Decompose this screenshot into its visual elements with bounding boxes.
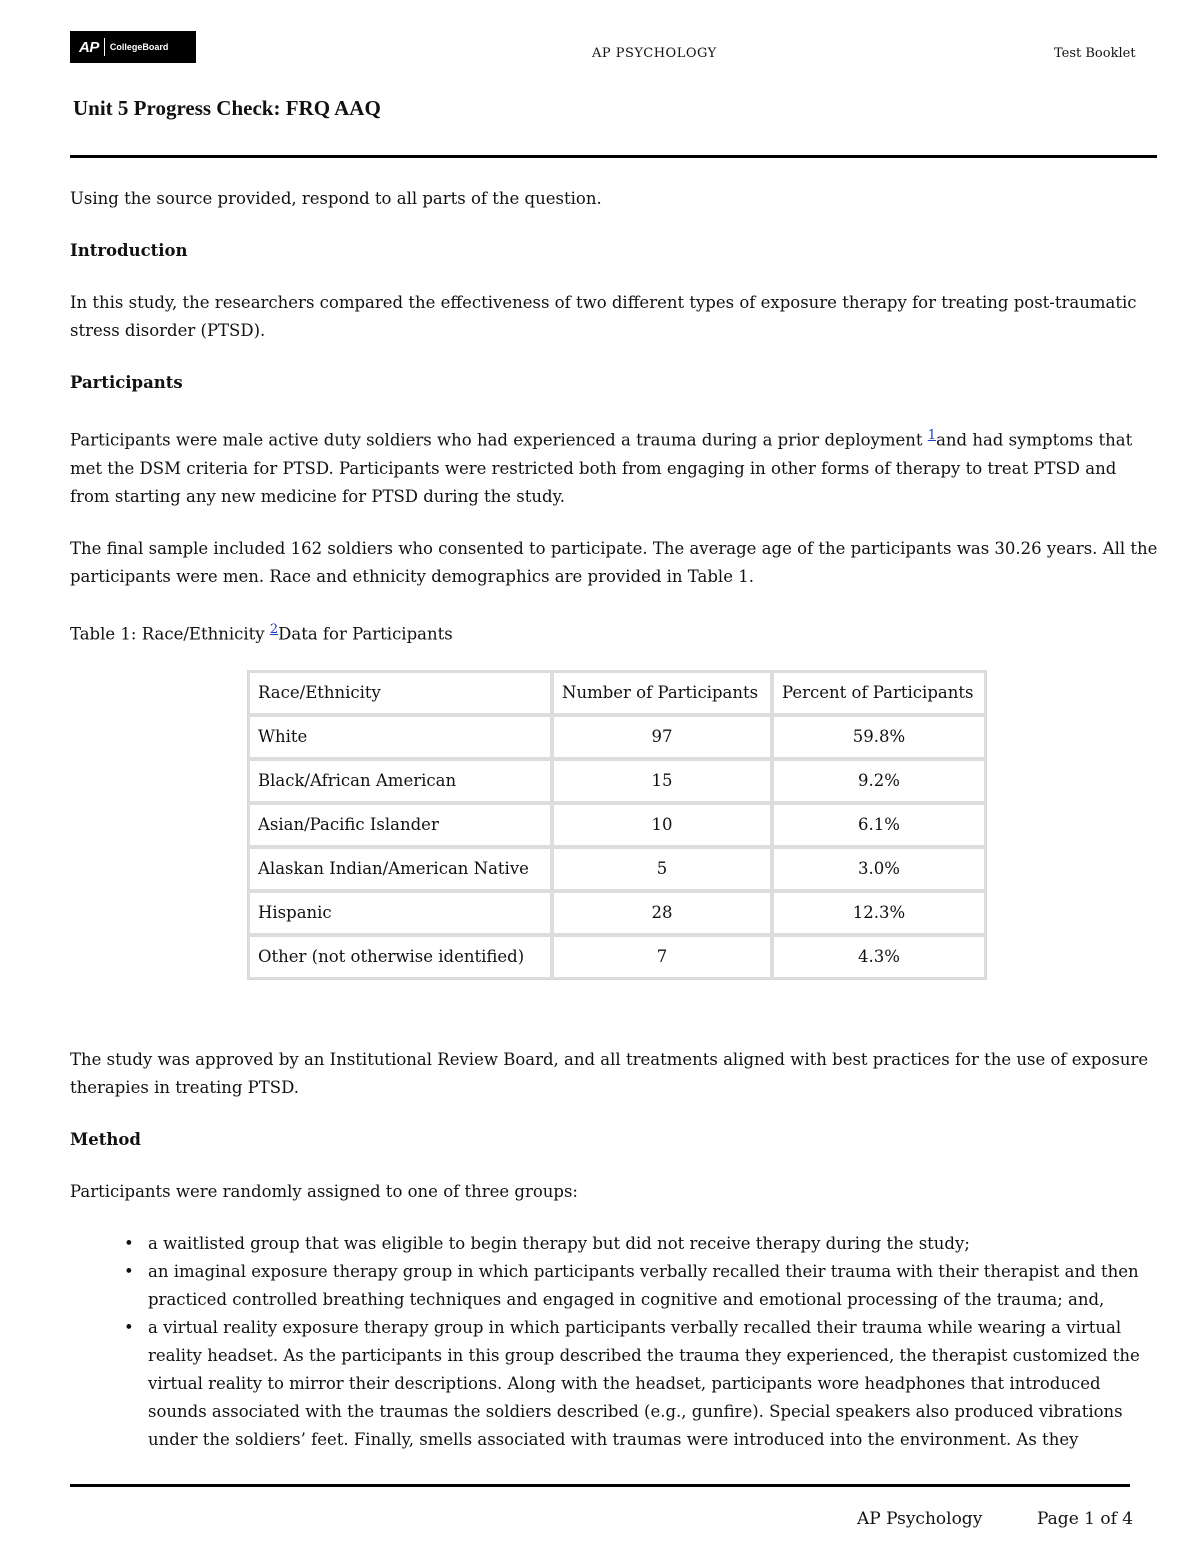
table-cell: 3.0%	[772, 847, 986, 891]
table-cell: 15	[552, 759, 772, 803]
table-caption-after: Data for Participants	[278, 624, 453, 643]
table-row	[248, 891, 986, 935]
table-cell: Other (not otherwise identified)	[248, 935, 552, 979]
table-row	[248, 935, 986, 979]
introduction-heading: Introduction	[70, 241, 188, 260]
table-cell: 59.8%	[772, 715, 986, 759]
table-cell: Asian/Pacific Islander	[248, 803, 552, 847]
participants-heading: Participants	[70, 373, 183, 392]
table-row	[248, 759, 986, 803]
table-cell: 12.3%	[772, 891, 986, 935]
ap-collegeboard-logo	[70, 31, 196, 63]
list-item: • an imaginal exposure therapy group in which participants verbally recalled their trauma with their therapist and then practiced controlled breathing techniques and engaged in cognitive and emotional processing of the trauma; and,	[148, 1258, 1160, 1314]
participants-p1-before: Participants were male active duty soldiers who had experienced a trauma during a prior deployment	[70, 430, 928, 450]
table-cell: White	[248, 715, 552, 759]
table-row	[248, 715, 986, 759]
table-cell: 9.2%	[772, 759, 986, 803]
instructions-text: Using the source provided, respond to all parts of the question.	[70, 189, 602, 208]
footer-subject: AP Psychology	[857, 1509, 983, 1529]
table-caption-before: Table 1: Race/Ethnicity	[70, 624, 270, 643]
logo-org-text: CollegeBoard	[109, 42, 169, 52]
demographics-table	[247, 670, 987, 980]
group-list	[70, 1230, 1160, 1454]
table-caption	[70, 615, 1160, 649]
table-header-cell: Number of Participants	[552, 671, 772, 715]
table-header-row	[248, 671, 986, 715]
approval-text: The study was approved by an Institutional Review Board, and all treatments aligned with best practices for the use of exposure therapies in treating PTSD.	[70, 1050, 1149, 1097]
page-number: Page 1 of 4	[1037, 1509, 1134, 1529]
table-cell: 6.1%	[772, 803, 986, 847]
table-cell: Alaskan Indian/American Native	[248, 847, 552, 891]
table-spacer	[70, 980, 1160, 1046]
page-title: Unit 5 Progress Check: FRQ AAQ	[73, 96, 381, 120]
method-heading: Method	[70, 1130, 141, 1149]
introduction-text: In this study, the researchers compared the effectiveness of two different types of exposure therapy for treating post-traumatic stress disorder (PTSD).	[70, 293, 1137, 340]
footer-divider	[70, 1484, 1130, 1487]
table-cell: 7	[552, 935, 772, 979]
participants-paragraph-2: The final sample included 162 soldiers who consented to participate. The average age of the participants was 30.26 years. All the participants were men. Race and ethnicity demographics are provided in Table 1.	[70, 538, 1158, 586]
method-intro: Participants were randomly assigned to one of three groups:	[70, 1182, 578, 1201]
participants-paragraph-1	[70, 421, 1160, 511]
footnote-1-link[interactable]: 1	[927, 428, 937, 443]
list-item: • a virtual reality exposure therapy group in which participants verbally recalled their trauma while wearing a virtual reality headset. As the participants in this group described the trauma they experienced, the therapist customized the virtual reality to mirror their descriptions. Along with the headset, participants wore headphones that introduced sounds associated with the traumas the soldiers described (e.g., gunfire). Special speakers also produced vibrations under the soldiers’ feet. Finally, smells associated with traumas were introduced into the environment. As they	[148, 1314, 1160, 1454]
table-cell: 4.3%	[772, 935, 986, 979]
table-cell: 5	[552, 847, 772, 891]
table-cell: Black/African American	[248, 759, 552, 803]
table-cell: 97	[552, 715, 772, 759]
table-cell: Hispanic	[248, 891, 552, 935]
logo-ap-text: AP	[79, 38, 99, 56]
table-header-cell: Race/Ethnicity	[248, 671, 552, 715]
document-body	[70, 185, 1160, 1454]
table-row	[248, 803, 986, 847]
course-label: AP PSYCHOLOGY	[592, 46, 717, 61]
table-cell: 10	[552, 803, 772, 847]
table-row	[248, 847, 986, 891]
table-header-cell: Percent of Participants	[772, 671, 986, 715]
list-item: • a waitlisted group that was eligible to begin therapy but did not receive therapy during the study;	[148, 1230, 1160, 1258]
participants-p1-after: and had symptoms that met the DSM criteria for PTSD. Participants were restricted both from engaging in other forms of therapy to treat PTSD and from starting any new medicine for PTSD during the study.	[70, 430, 1133, 506]
header-divider	[70, 155, 1157, 158]
booklet-label: Test Booklet	[1054, 46, 1136, 61]
footnote-2-link[interactable]: 2	[269, 621, 279, 637]
table-cell: 28	[552, 891, 772, 935]
logo-divider	[104, 38, 105, 56]
